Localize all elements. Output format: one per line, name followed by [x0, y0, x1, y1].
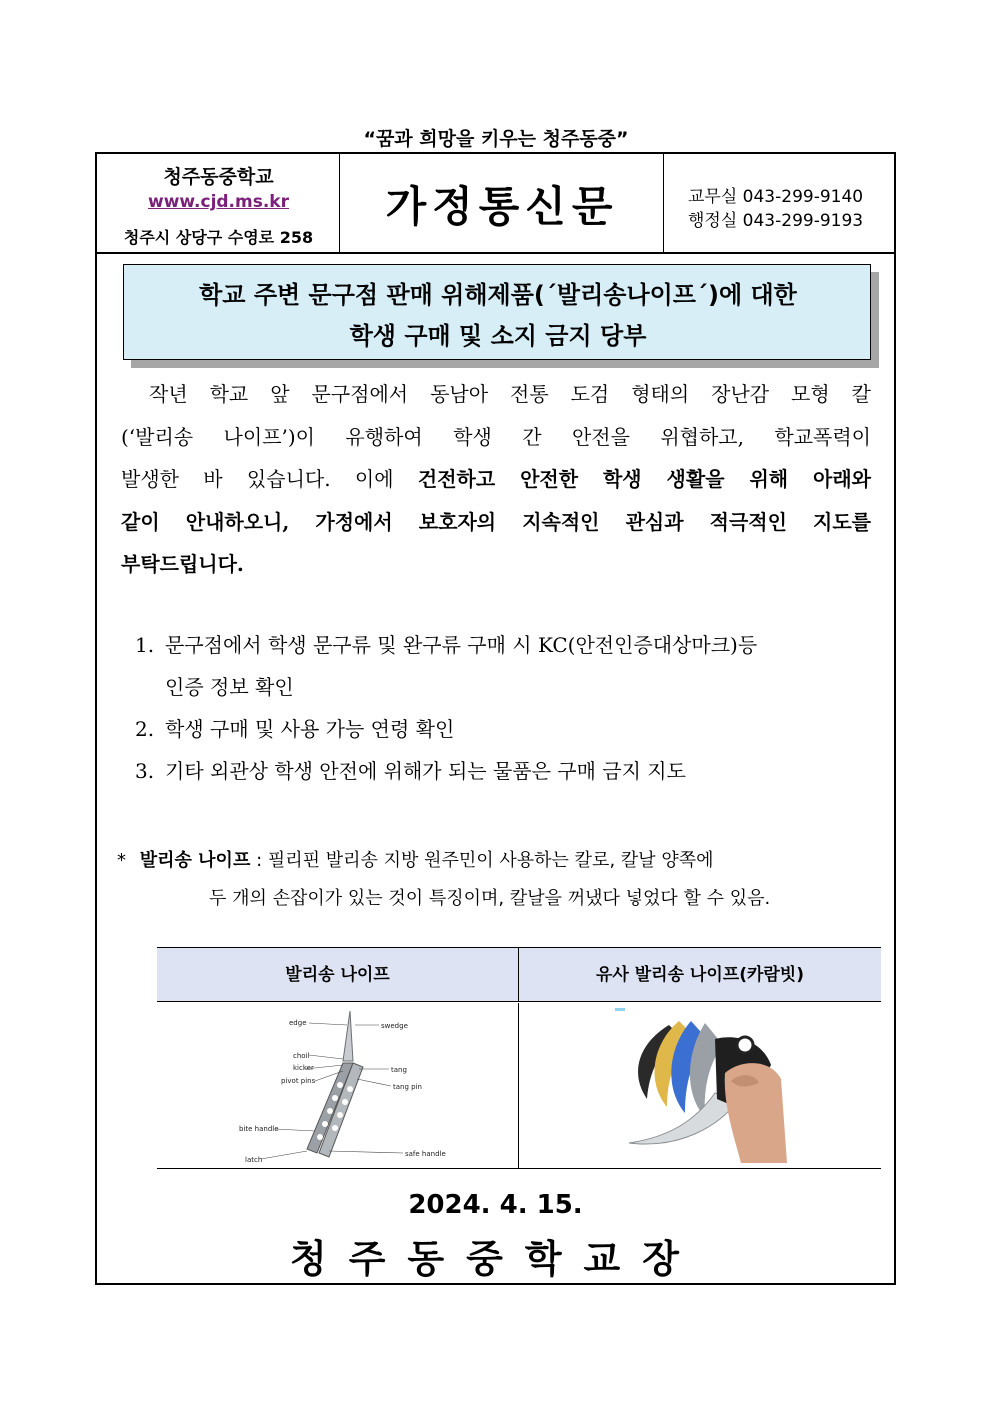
- label-choil: choil: [293, 1052, 310, 1060]
- list-number: 2.: [135, 717, 155, 741]
- list-item-continuation: [135, 666, 871, 708]
- slogan: “꿈과 희망을 키우는 청주동중”: [363, 128, 629, 150]
- school-name: 청주동중학교: [163, 166, 274, 188]
- table-header-balisong: 발리송 나이프: [157, 948, 519, 1002]
- balisong-knife-diagram: [157, 1003, 519, 1168]
- issue-date: 2024. 4. 15.: [408, 1190, 583, 1220]
- list-text: 인증 정보 확인: [165, 675, 294, 699]
- list-item: [135, 624, 871, 666]
- list-item: [135, 750, 871, 792]
- intro-line: 부탁드립니다.: [121, 552, 244, 576]
- knife-comparison-table: [157, 947, 881, 1169]
- contact-academic-office: 교무실 043-299-9140: [688, 187, 864, 207]
- list-text: 기타 외관상 학생 안전에 위해가 되는 물품은 구매 금지 지도: [165, 759, 686, 783]
- notice-title-box: [123, 264, 871, 360]
- label-pivot-pins: pivot pins: [281, 1077, 316, 1085]
- label-kicker: kicker: [293, 1064, 314, 1072]
- label-tang: tang: [391, 1066, 407, 1074]
- list-text: 학생 구매 및 사용 가능 연령 확인: [165, 717, 455, 741]
- intro-line: 같이 안내하오니, 가정에서 보호자의 지속적인 관심과 적극적인 지도를: [121, 509, 871, 534]
- notice-title-line-1: 학교 주변 문구점 판매 위해제품(´발리송나이프´)에 대한: [199, 281, 797, 309]
- intro-line: 작년 학교 앞 문구점에서 동남아 전통 도검 형태의 장난감 모형 칼: [149, 382, 871, 406]
- intro-paragraph: [121, 373, 871, 586]
- label-edge: edge: [289, 1019, 307, 1027]
- doc-title-cell: [340, 154, 664, 252]
- table-header-karambit: 유사 발리송 나이프(카람빗): [519, 948, 881, 1002]
- balisong-diagram-cell: [157, 1003, 519, 1168]
- list-item: [135, 708, 871, 750]
- label-latch: latch: [245, 1156, 263, 1164]
- note-text: : 필리핀 발리송 지방 원주민이 사용하는 칼로, 칼날 양쪽에: [250, 850, 714, 871]
- list-number: 1.: [135, 633, 155, 657]
- letter-header: [97, 154, 894, 254]
- intro-line: (‘발리송 나이프’)이 유행하여 학생 간 안전을 위협하고, 학교폭력이: [121, 424, 871, 449]
- school-info: [97, 154, 340, 252]
- label-swedge: swedge: [381, 1022, 408, 1030]
- label-bite-handle: bite handle: [239, 1125, 279, 1133]
- school-website-link[interactable]: www.cjd.ms.kr: [148, 192, 289, 212]
- document-frame: [95, 152, 896, 1285]
- list-number: 3.: [135, 759, 155, 783]
- contact-admin-office: 행정실 043-299-9193: [688, 211, 864, 231]
- note-line-1: [117, 846, 714, 872]
- intro-text: 발생한 바 있습니다. 이에: [121, 467, 418, 491]
- list-text: 문구점에서 학생 문구류 및 완구류 구매 시 KC(안전인증대상마크)등: [165, 633, 758, 657]
- principal-signature: 청주동중학교장: [290, 1237, 701, 1281]
- karambit-knife-illustration: [519, 1003, 881, 1168]
- note-term: 발리송 나이프: [139, 850, 251, 871]
- school-address: 청주시 상당구 수영로 258: [123, 228, 314, 247]
- notice-title-line-2: 학생 구매 및 소지 금지 당부: [349, 322, 647, 350]
- doc-title: 가정통신문: [385, 182, 619, 231]
- guidance-list: [135, 624, 871, 792]
- intro-emphasis: 건전하고 안전한 학생 생활을 위해 아래와: [417, 467, 871, 491]
- label-safe-handle: safe handle: [405, 1150, 446, 1158]
- karambit-image-cell: [519, 1003, 881, 1168]
- contact-info: [664, 154, 894, 252]
- note-marker: *: [117, 850, 126, 871]
- note-line-2: 두 개의 손잡이가 있는 것이 특징이며, 칼날을 꺼냈다 넣었다 할 수 있음.: [209, 888, 771, 909]
- intro-line: [121, 458, 871, 501]
- label-tang-pin: tang pin: [393, 1083, 422, 1091]
- balisong-knife-icon: [261, 1011, 403, 1159]
